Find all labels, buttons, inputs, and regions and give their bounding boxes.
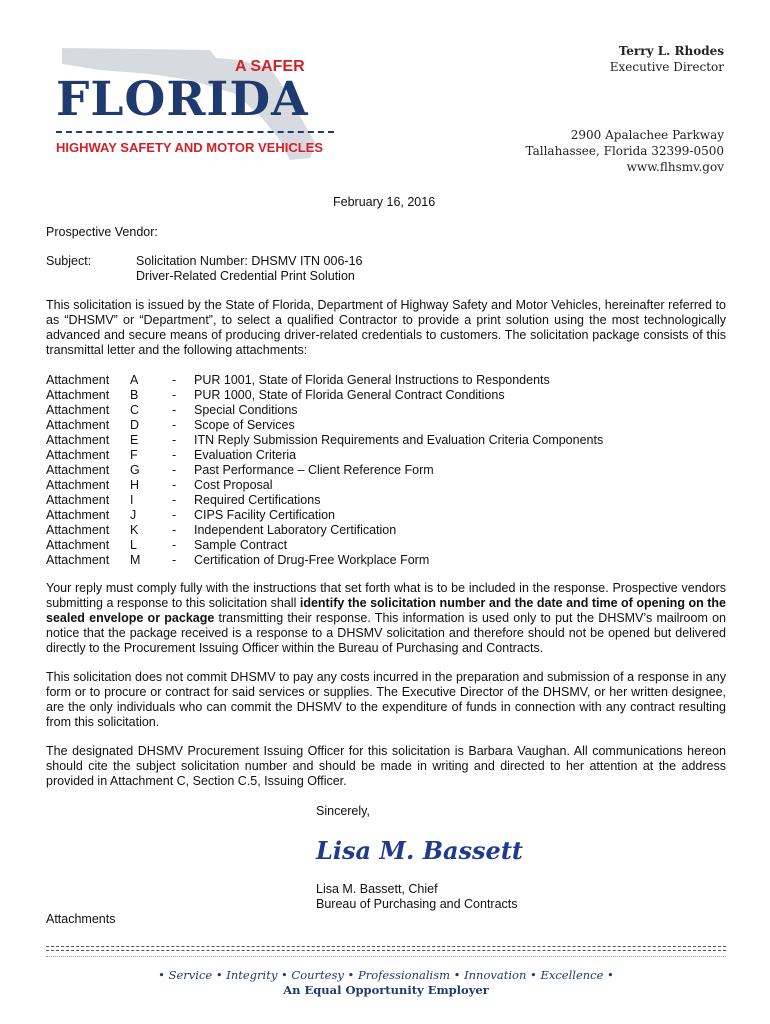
attachment-letter: L bbox=[130, 538, 137, 552]
attachment-title: Special Conditions bbox=[194, 403, 298, 417]
address-line2: Tallahassee, Florida 32399-0500 bbox=[525, 144, 724, 158]
reply-emphasis: identify the solicitation number and the date and time of opening on the sealed envelope or package bbox=[46, 596, 726, 625]
attachment-title: Independent Laboratory Certification bbox=[194, 523, 397, 537]
attachment-label: Attachment bbox=[46, 523, 110, 537]
attachment-row bbox=[46, 478, 726, 493]
attachment-title: PUR 1000, State of Florida General Contract Conditions bbox=[194, 388, 505, 402]
agency-logo bbox=[40, 40, 330, 165]
attachment-title: Scope of Services bbox=[194, 418, 295, 432]
attachment-letter: K bbox=[130, 523, 139, 537]
attachment-letter: B bbox=[130, 388, 139, 402]
attachment-label: Attachment bbox=[46, 448, 110, 462]
signer-name: Lisa M. Bassett, Chief bbox=[316, 882, 438, 896]
footer-eoe: An Equal Opportunity Employer bbox=[283, 983, 489, 997]
logo-state-name: FLORIDA bbox=[56, 72, 309, 127]
attachment-letter: J bbox=[130, 508, 137, 522]
reply-text-2: transmitting their response. This information is used only to put the DHSMV’s mailroom on notice that the package received is a response to a DHSMV solicitation and therefore should not be opened but delivered directly to the Procurement Issuing Officer within the Bureau of Purchasing and Contracts. bbox=[46, 611, 726, 655]
logo-tagline: A SAFER bbox=[235, 58, 305, 75]
website-link[interactable]: www.flhsmv.gov bbox=[626, 160, 724, 174]
attachment-letter: H bbox=[130, 478, 140, 492]
attachment-title: Certification of Drug-Free Workplace Form bbox=[194, 553, 430, 567]
attachment-label: Attachment bbox=[46, 388, 110, 402]
attachment-label: Attachment bbox=[46, 403, 110, 417]
officer-paragraph: The designated DHSMV Procurement Issuing Officer for this solicitation is Barbara Vaughan. All communications hereon should cite the subject solicitation number and should be made in writing and directed to her attention at the address provided in Attachment C, Section C.5, Issuing Officer. bbox=[46, 744, 726, 788]
attachment-row bbox=[46, 403, 726, 418]
reply-paragraph bbox=[46, 581, 726, 656]
attachment-title: ITN Reply Submission Requirements and Evaluation Criteria Components bbox=[194, 433, 604, 447]
attachment-letter: D bbox=[130, 418, 140, 432]
attachment-letter: M bbox=[130, 553, 141, 567]
attachment-letter: C bbox=[130, 403, 140, 417]
address-line1: 2900 Apalachee Parkway bbox=[570, 128, 724, 142]
attachment-label: Attachment bbox=[46, 538, 110, 552]
enclosures: Attachments bbox=[46, 912, 116, 926]
footer-divider-2 bbox=[46, 950, 726, 951]
attachment-title: Required Certifications bbox=[194, 493, 321, 507]
attachment-row bbox=[46, 523, 726, 538]
attachment-row bbox=[46, 418, 726, 433]
footer-divider-1 bbox=[46, 946, 726, 947]
attachment-dash: - bbox=[172, 478, 177, 492]
attachment-dash: - bbox=[172, 538, 177, 552]
attachment-dash: - bbox=[172, 523, 177, 537]
signer-bureau: Bureau of Purchasing and Contracts bbox=[316, 897, 518, 911]
subject-label: Subject: bbox=[46, 254, 92, 268]
footer-values: • Service • Integrity • Courtesy • Professionalism • Innovation • Excellence • bbox=[158, 968, 614, 982]
attachment-row bbox=[46, 508, 726, 523]
attachment-row bbox=[46, 538, 726, 553]
attachment-dash: - bbox=[172, 418, 177, 432]
attachment-label: Attachment bbox=[46, 463, 110, 477]
attachment-letter: I bbox=[130, 493, 134, 507]
attachment-list bbox=[46, 373, 726, 568]
logo-divider bbox=[56, 131, 334, 133]
address-block bbox=[526, 127, 724, 175]
reply-text-1: Your reply must comply fully with the instructions that set forth what is to be included in the response. Prospective vendors submitting a response to this solicitation shall bbox=[46, 581, 726, 610]
subject-line-2: Driver-Related Credential Print Solution bbox=[136, 269, 355, 283]
closing: Sincerely, bbox=[316, 804, 370, 818]
attachment-dash: - bbox=[172, 403, 177, 417]
attachment-dash: - bbox=[172, 508, 177, 522]
attachment-row bbox=[46, 388, 726, 403]
attachment-dash: - bbox=[172, 448, 177, 462]
attachment-dash: - bbox=[172, 433, 177, 447]
attachment-title: CIPS Facility Certification bbox=[194, 508, 336, 522]
attachment-dash: - bbox=[172, 553, 177, 567]
director-block bbox=[610, 43, 724, 75]
attachment-letter: F bbox=[130, 448, 138, 462]
attachment-dash: - bbox=[172, 463, 177, 477]
attachment-row bbox=[46, 373, 726, 388]
attachment-dash: - bbox=[172, 373, 177, 387]
footer-divider-3 bbox=[46, 956, 726, 957]
letter-date: February 16, 2016 bbox=[333, 195, 436, 209]
attachment-label: Attachment bbox=[46, 433, 110, 447]
attachment-label: Attachment bbox=[46, 478, 110, 492]
attachment-label: Attachment bbox=[46, 553, 110, 567]
attachment-label: Attachment bbox=[46, 508, 110, 522]
attachment-row bbox=[46, 553, 726, 568]
commitment-paragraph: This solicitation does not commit DHSMV to pay any costs incurred in the preparation and submission of a response in any form or to procure or contract for said services or supplies. The Executive Director of the DHSMV, or her written designee, are the only individuals who can commit the DHSMV to the expenditure of funds in connection with any contract resulting from this solicitation. bbox=[46, 670, 726, 729]
attachment-dash: - bbox=[172, 388, 177, 402]
salutation: Prospective Vendor: bbox=[46, 225, 158, 239]
attachment-letter: G bbox=[130, 463, 140, 477]
attachment-dash: - bbox=[172, 493, 177, 507]
attachment-title: Evaluation Criteria bbox=[194, 448, 297, 462]
director-name: Terry L. Rhodes bbox=[618, 44, 724, 58]
attachment-label: Attachment bbox=[46, 493, 110, 507]
attachment-letter: E bbox=[130, 433, 139, 447]
attachment-letter: A bbox=[130, 373, 139, 387]
signature: Lisa M. Bassett bbox=[316, 836, 523, 865]
attachment-row bbox=[46, 463, 726, 478]
attachment-row bbox=[46, 433, 726, 448]
attachment-title: PUR 1001, State of Florida General Instructions to Respondents bbox=[194, 373, 550, 387]
attachment-title: Past Performance – Client Reference Form bbox=[194, 463, 434, 477]
intro-paragraph: This solicitation is issued by the State of Florida, Department of Highway Safety and Motor Vehicles, hereinafter referred to as “DHSMV” or “Department”, to select a qualified Contractor to provide a print solution using the most technologically advanced and secure means of producing driver-related credentials to customers. The solicitation package consists of this transmittal letter and the following attachments: bbox=[46, 298, 726, 357]
attachment-label: Attachment bbox=[46, 418, 110, 432]
attachment-title: Sample Contract bbox=[194, 538, 288, 552]
subject-line-1: Solicitation Number: DHSMV ITN 006-16 bbox=[136, 254, 363, 268]
attachment-title: Cost Proposal bbox=[194, 478, 273, 492]
logo-agency-name: HIGHWAY SAFETY AND MOTOR VEHICLES bbox=[56, 140, 324, 155]
attachment-row bbox=[46, 448, 726, 463]
attachment-label: Attachment bbox=[46, 373, 110, 387]
attachment-row bbox=[46, 493, 726, 508]
director-title: Executive Director bbox=[609, 60, 724, 74]
